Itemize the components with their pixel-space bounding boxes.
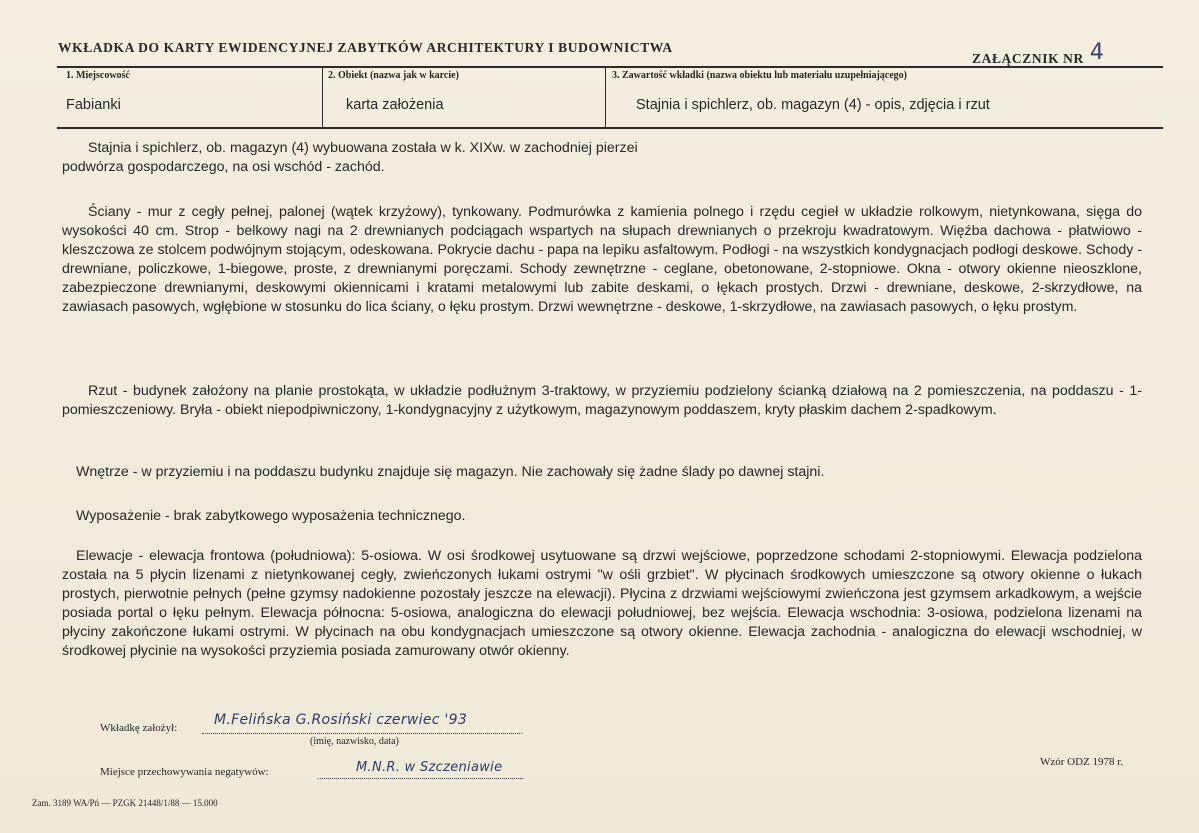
made-by-label: Wkładkę założył: — [100, 722, 178, 734]
form-title: WKŁADKA DO KARTY EWIDENCYJNEJ ZABYTKÓW ARCHITEKTURY I BUDOWNICTWA — [58, 40, 673, 55]
form-model: Wzór ODZ 1978 r. — [1040, 756, 1124, 768]
header-divider-1 — [322, 66, 323, 128]
negatives-label: Miejsce przechowywania negatywów: — [100, 766, 269, 778]
negatives-value: M.N.R. w Szczeniawie — [356, 760, 503, 775]
print-info: Zam. 3189 WA/Pń — PZGK 21448/1/88 — 15.000 — [32, 798, 218, 808]
paragraph-walls: Ściany - mur z cegły pełnej, palonej (wątek krzyżowy), tynkowany. Podmurówka z kamienia polnego i rzędu cegieł w układzie rolkowym, nietynkowana, sięga do wysokości 40 cm. Strop - belkowy nagi na 2 drewnianych podciągach wspartych na słupach drewnianych o przekroju kwadratowym. Więźba dachowa - płatwiowo - kleszczowa ze stolcem podwójnym stojącym, odeskowana. Pokrycie dachu - papa na lepiku asfaltowym. Podłogi - na wszystkich kondygnacjach podłogi deskowe. Schody - drewniane, policzkowe, 1-biegowe, proste, z drewnianymi poręczami. Schody zewnętrzne - ceglane, obetonowane, 2-stopniowe. Okna - otwory okienne nieoszklone, zabezpieczone drewnianymi, deskowymi okiennicami i kratami metalowymi lub zabite deskami, o łękach prostych. Drzwi - drewniane, deskowe, 2-skrzydłowe, na zawiasach pasowych, wgłębione w stosunku do lica ściany, o łęku prostym. Drzwi wewnętrzne - deskowe, 1-skrzydłowe, na zawiasach pasowych, o łęku prostym. — [62, 204, 1142, 315]
object-label: 2. Obiekt (nazwa jak w karcie) — [328, 70, 459, 81]
annex-number-handwritten: 4 — [1089, 40, 1105, 65]
paragraph-interior: Wnętrze - w przyziemiu i na poddaszu budynku znajduje się magazyn. Nie zachowały się żadne ślady po dawnej stajni. — [76, 464, 825, 480]
paragraph-plan: Rzut - budynek założony na planie prostokąta, w układzie podłużnym 3-traktowy, w przyziemiu podzielony ścianką działową na 2 pomieszczenia, na poddaszu - 1-pomieszczeniowy. Bryła - obiekt niepodpiwniczony, 1-kondygnacyjny z użytkowym, magazynowym poddaszem, kryty płaskim dachem 2-spadkowym. — [62, 383, 1142, 418]
made-by-line — [202, 733, 522, 734]
paragraph-intro: Stajnia i spichlerz, ob. magazyn (4) wybuowana została w k. XIXw. w zachodniej pierzei podwórza gospodarczego, na osi wschód - zachód. — [62, 140, 638, 175]
contents-value: Stajnia i spichlerz, ob. magazyn (4) - opis, zdjęcia i rzut — [636, 97, 990, 113]
contents-label: 3. Zawartość wkładki (nazwa obiektu lub materiału uzupełniającego) — [612, 70, 908, 81]
paragraph-elevations: Elewacje - elewacja frontowa (południowa): 5-osiowa. W osi środkowej usytuowane są drzwi wejściowe, poprzedzone schodami 2-stopniowymi. Elewacja podzielona została na 5 płycin lizenami z nietynkowanej cegły, zwieńczonych łukami ostrymi "w ośli grzbiet". W płycinach środkowych umieszczone są otwory okienne o łukach prostych, pierwotnie pełnych (pełne gzymsy nadokienne pozostały jeszcze na elewacji). Płycina z drzwiami wejściowymi zwieńczona jest gzymsem arkadkowym, a wejście posiada portal o łęku pełnym. Elewacja północna: 5-osiowa, analogiczna do elewacji południowej, bez wejścia. Elewacja wschodnia: 3-osiowa, podzielona lizenami na płyciny zakończone łukami ostrymi. W płycinach na obu kondygnacjach umieszczone są otwory okienne. Elewacja zachodnia - analogiczna do elewacji wschodniej, w środkowej płycinie na wysokości przyziemia posiada zamurowany otwór okienny. — [62, 548, 1142, 659]
header-bottom-rule — [57, 127, 1163, 129]
place-label: 1. Miejscowość — [66, 70, 130, 81]
paragraph-equipment: Wyposażenie - brak zabytkowego wyposażenia technicznego. — [76, 508, 466, 524]
annex-label: ZAŁĄCZNIK NR — [972, 51, 1084, 66]
header-divider-2 — [605, 66, 606, 128]
negatives-line — [318, 778, 523, 779]
place-value: Fabianki — [66, 97, 121, 113]
made-by-caption: (imię, nazwisko, data) — [310, 736, 399, 747]
made-by-signature: M.Felińska G.Rosiński czerwiec '93 — [214, 712, 468, 728]
header-top-rule — [57, 66, 1163, 68]
object-value: karta założenia — [346, 97, 444, 113]
